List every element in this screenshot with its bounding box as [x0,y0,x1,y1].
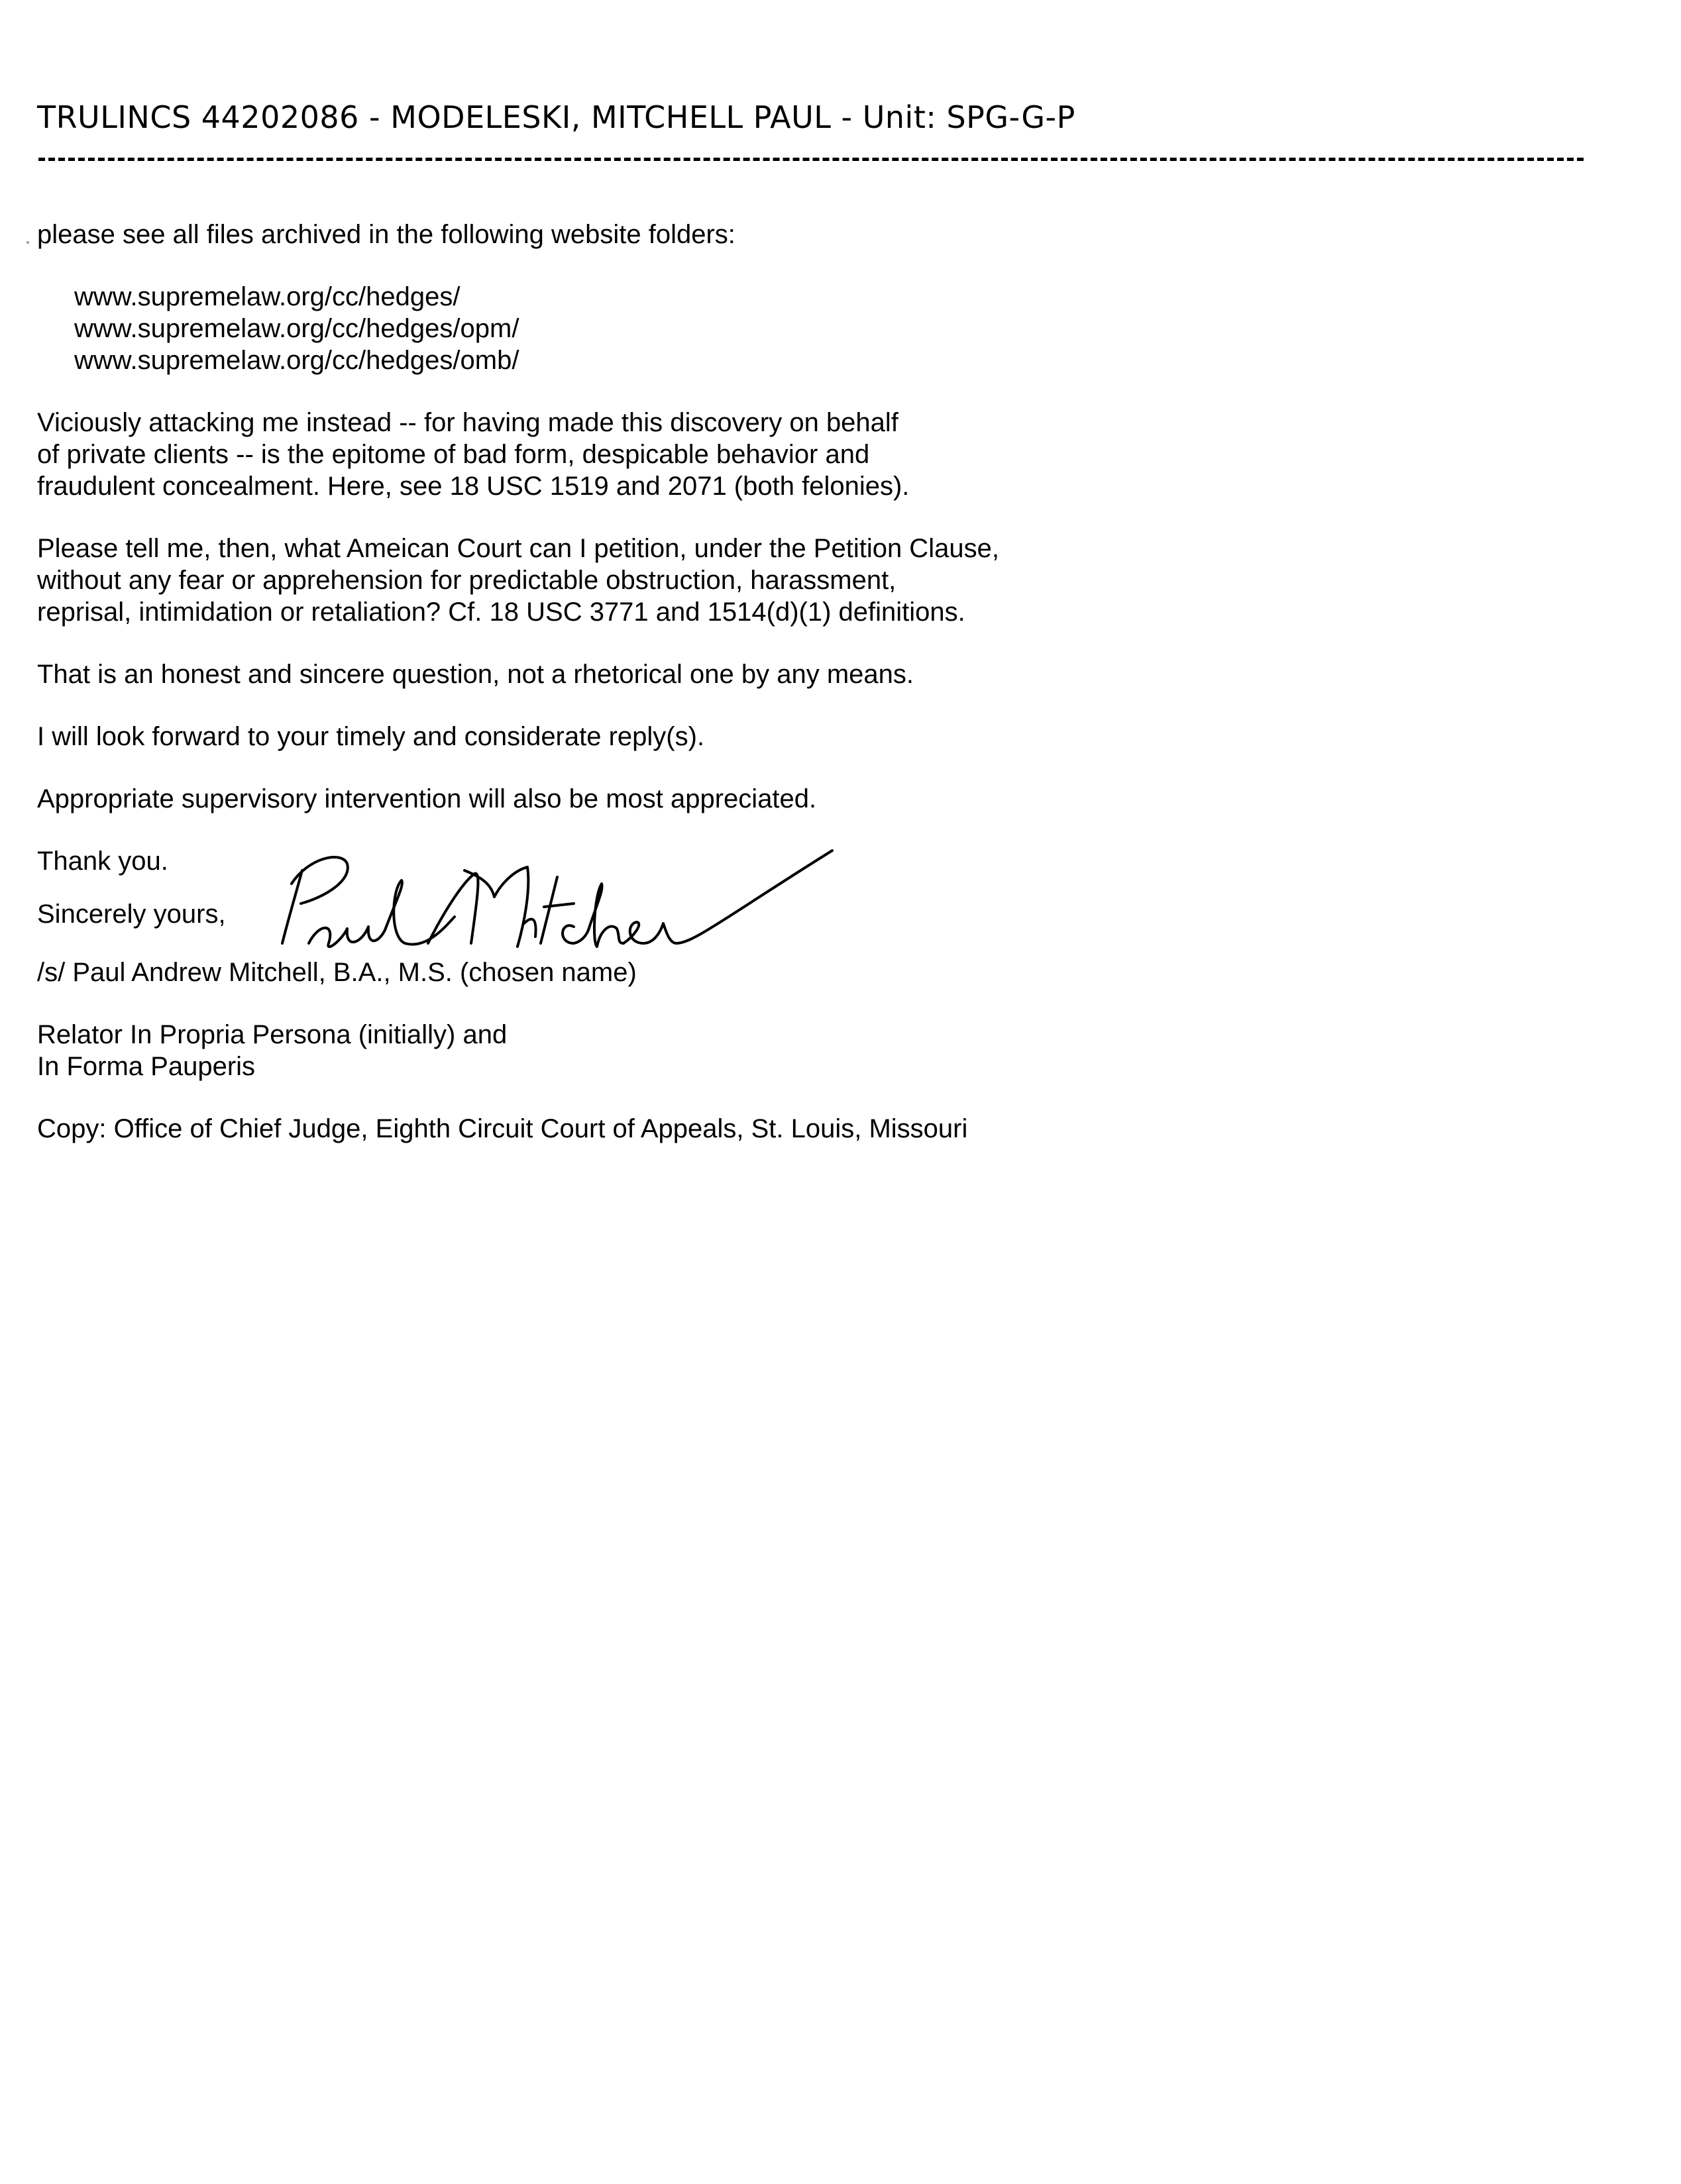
link-hedges-omb[interactable]: www.supremelaw.org/cc/hedges/omb/ [74,346,519,375]
website-links [74,281,1164,376]
paragraph-reply: I will look forward to your timely and considerate reply(s). [37,722,705,751]
thanks-line: Thank you. [37,847,168,876]
closing-line: Sincerely yours, [37,900,226,929]
intro-paragraph: please see all files archived in the following website folders: [37,220,735,249]
letter-body [37,219,1164,1175]
paragraph-line: without any fear or apprehension for predictable obstruction, harassment, [37,566,896,595]
paragraph-line: Viciously attacking me instead -- for having made this discovery on behalf [37,408,898,437]
signature-block [37,870,1164,934]
paragraph-line: Please tell me, then, what Ameican Court can I petition, under the Petition Clause, [37,534,999,563]
paragraph-petition [37,533,1164,628]
role-line: In Forma Pauperis [37,1052,256,1081]
paragraph-line: reprisal, intimidation or retaliation? Cf. 18 USC 3771 and 1514(d)(1) definitions. [37,598,965,627]
paragraph-supervisory: Appropriate supervisory intervention will also be most appreciated. [37,784,817,813]
link-hedges[interactable]: www.supremelaw.org/cc/hedges/ [74,282,461,311]
trulincs-header: TRULINCS 44202086 - MODELESKI, MITCHELL PAUL - Unit: SPG-G-P [37,99,1075,135]
role-line: Relator In Propria Persona (initially) and [37,1020,508,1049]
link-hedges-opm[interactable]: www.supremelaw.org/cc/hedges/opm/ [74,314,519,343]
dashed-divider [38,158,1584,161]
paragraph-line: fraudulent concealment. Here, see 18 USC 1519 and 2071 (both felonies). [37,472,910,501]
relator-role [37,1019,1164,1082]
copy-line: Copy: Office of Chief Judge, Eighth Circuit Court of Appeals, St. Louis, Missouri [37,1114,968,1143]
paragraph-attack [37,407,1164,502]
scan-speck [27,241,29,244]
handwritten-signature [262,844,845,970]
paragraph-question: That is an honest and sincere question, not a rhetorical one by any means. [37,660,914,689]
signed-name: /s/ Paul Andrew Mitchell, B.A., M.S. (chosen name) [37,958,637,987]
paragraph-line: of private clients -- is the epitome of bad form, despicable behavior and [37,440,870,469]
